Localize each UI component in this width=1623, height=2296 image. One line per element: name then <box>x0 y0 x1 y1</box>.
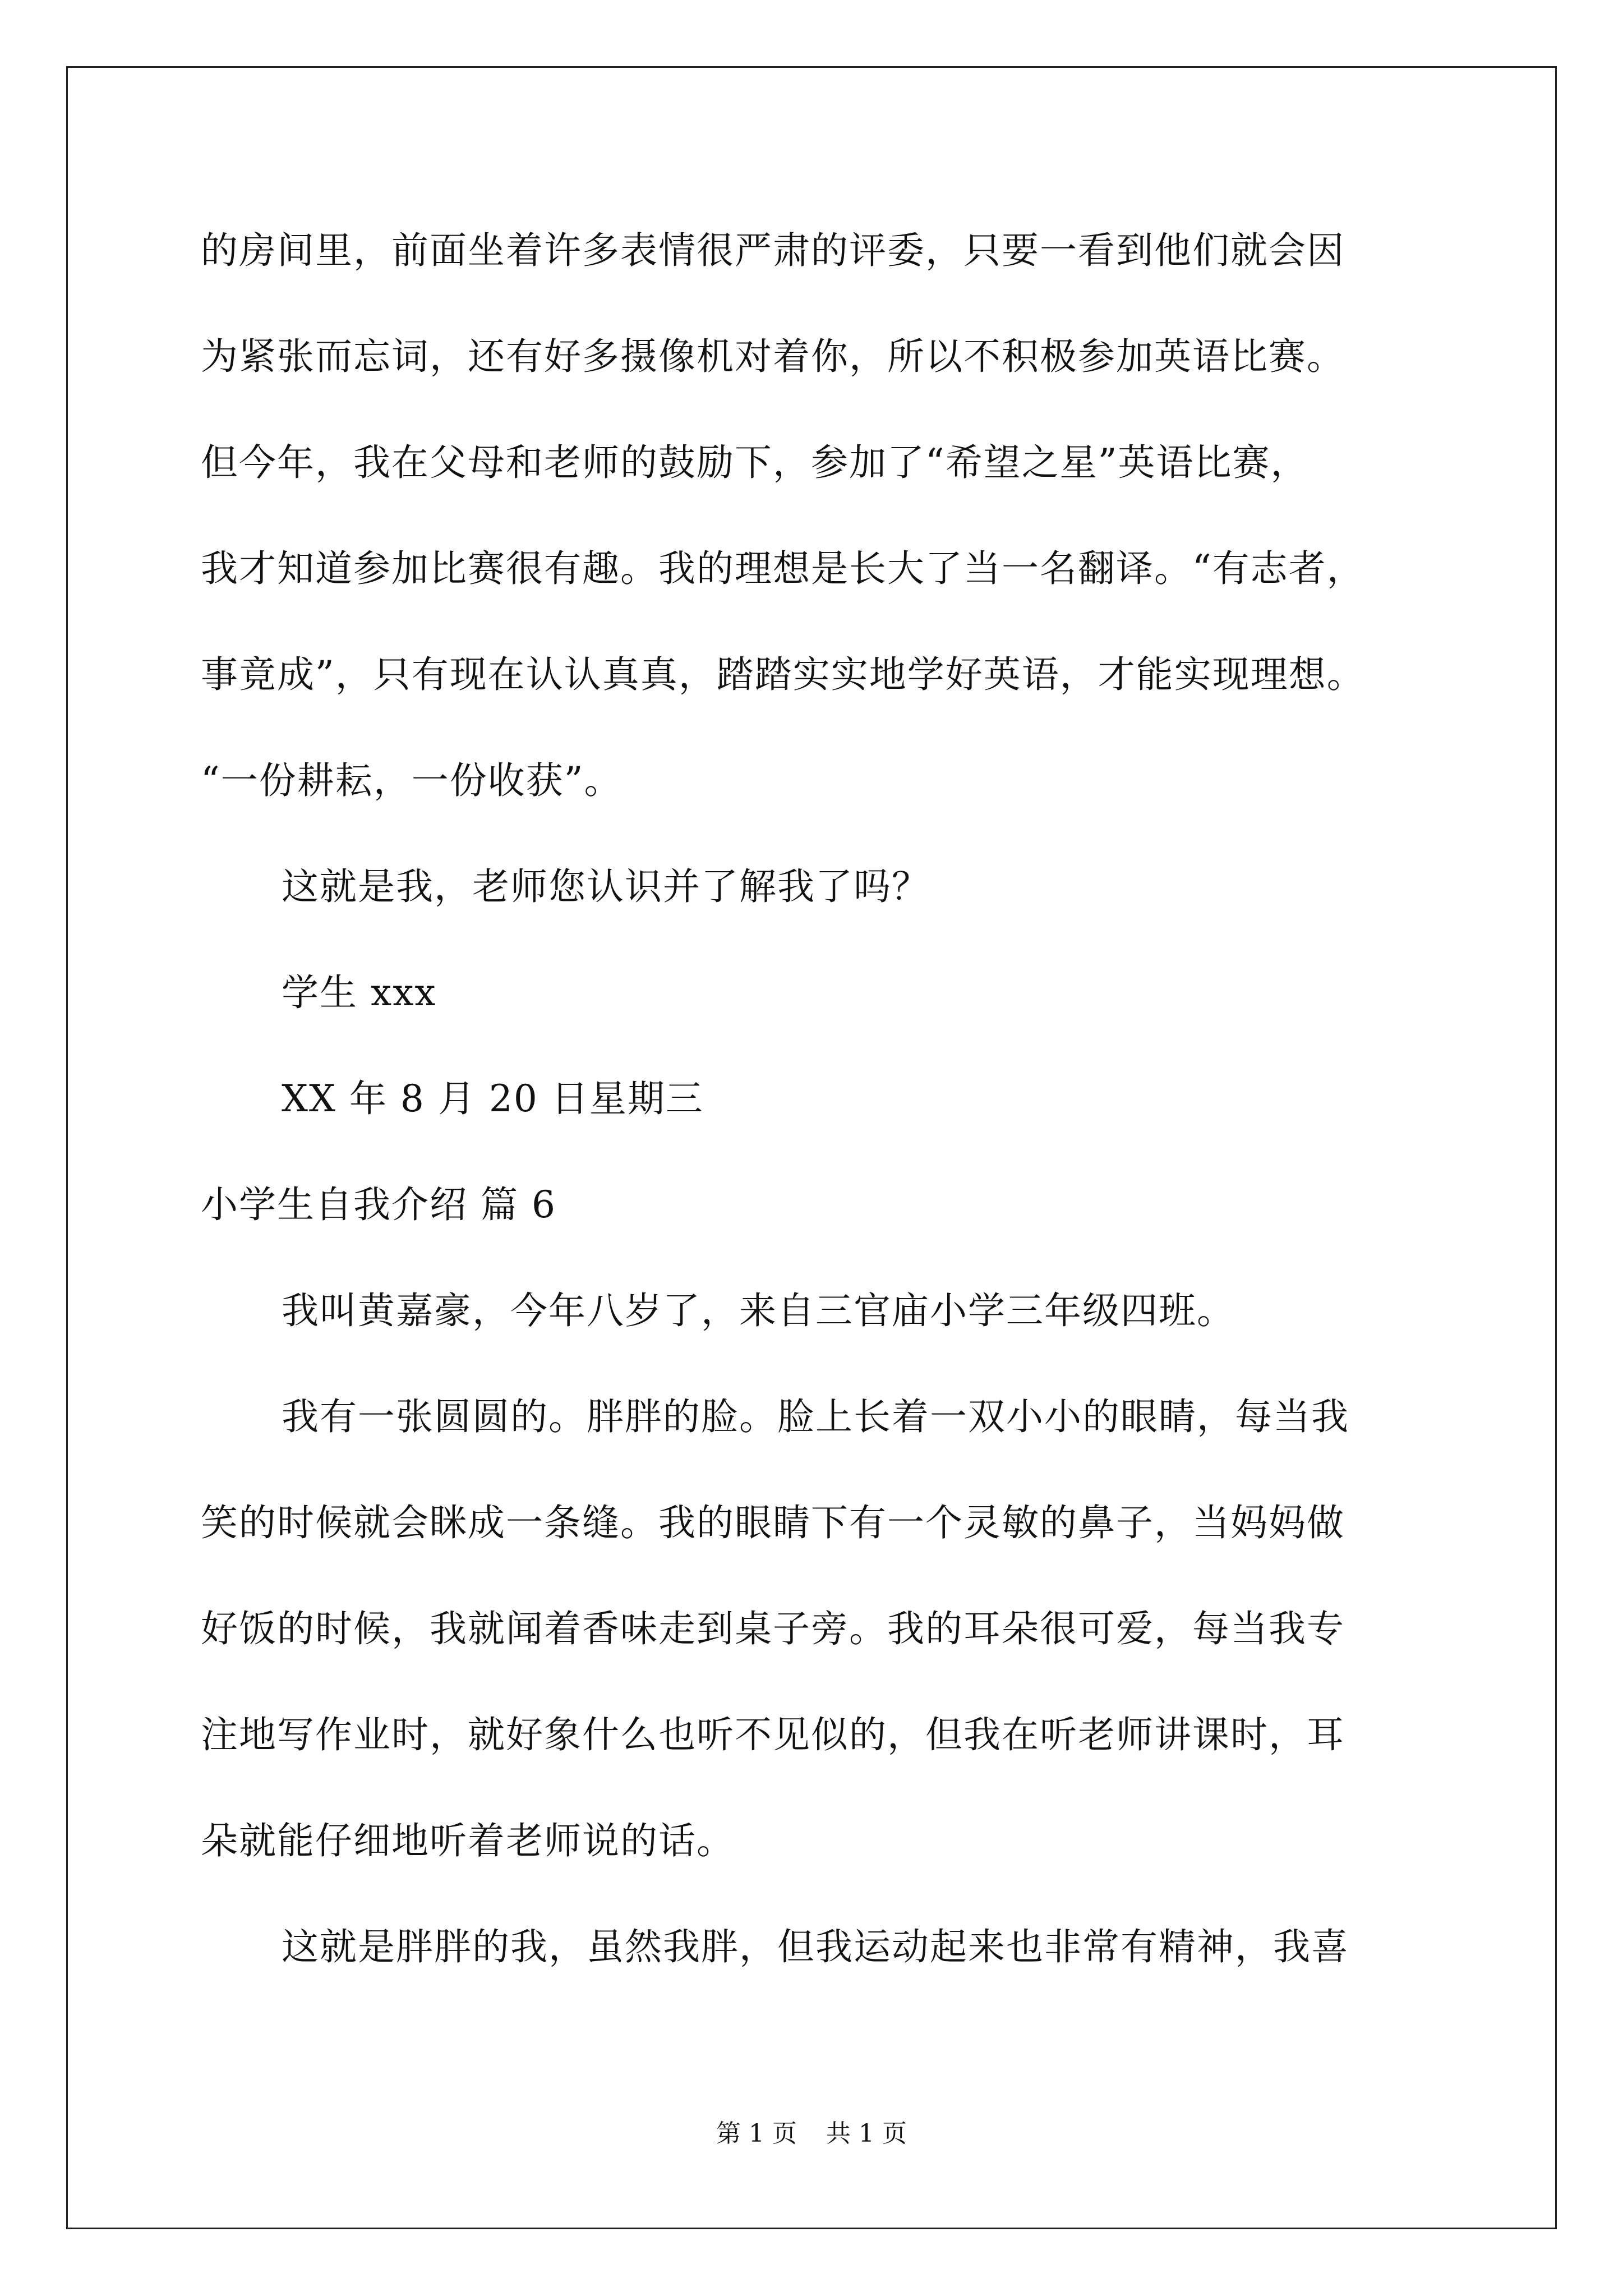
signature-line: 学生 xxx <box>282 971 437 1014</box>
body-text-line: 这就是我，老师您认识并了解我了吗？ <box>282 865 930 908</box>
body-text-line: 朵就能仔细地听着老师说的话。 <box>201 1819 735 1862</box>
body-text-line: 的房间里，前面坐着许多表情很严肃的评委，只要一看到他们就会因 <box>201 229 1345 272</box>
section-heading: 小学生自我介绍 篇 6 <box>201 1183 556 1226</box>
page-number-total: 共 1 页 <box>826 2119 907 2148</box>
body-text-line: 这就是胖胖的我，虽然我胖，但我运动起来也非常有精神，我喜 <box>282 1925 1349 1968</box>
body-text-line: 我才知道参加比赛很有趣。我的理想是长大了当一名翻译。“有志者， <box>201 547 1365 590</box>
body-text-line: 好饭的时候，我就闻着香味走到桌子旁。我的耳朵很可爱，每当我专 <box>201 1607 1345 1650</box>
body-text-line: “一份耕耘，一份收获”。 <box>201 759 623 802</box>
body-text-line: 笑的时候就会眯成一条缝。我的眼睛下有一个灵敏的鼻子，当妈妈做 <box>201 1501 1345 1544</box>
body-text-line: 但今年，我在父母和老师的鼓励下，参加了“希望之星”英语比赛， <box>201 441 1309 484</box>
date-line: XX 年 8 月 20 日星期三 <box>282 1077 704 1120</box>
body-text-line: 我叫黄嘉豪，今年八岁了，来自三官庙小学三年级四班。 <box>282 1289 1235 1332</box>
body-text-line: 注地写作业时，就好象什么也听不见似的，但我在听老师讲课时，耳 <box>201 1713 1345 1756</box>
body-text-line: 我有一张圆圆的。胖胖的脸。脸上长着一双小小的眼睛，每当我 <box>282 1395 1349 1438</box>
page-footer <box>0 2119 1623 2148</box>
page-number-current: 第 1 页 <box>716 2119 797 2148</box>
page-border <box>66 66 1557 2229</box>
body-text-line: 为紧张而忘词，还有好多摄像机对着你，所以不积极参加英语比赛。 <box>201 335 1345 378</box>
body-text-line: 事竟成”，只有现在认认真真，踏踏实实地学好英语，才能实现理想。 <box>201 653 1365 696</box>
